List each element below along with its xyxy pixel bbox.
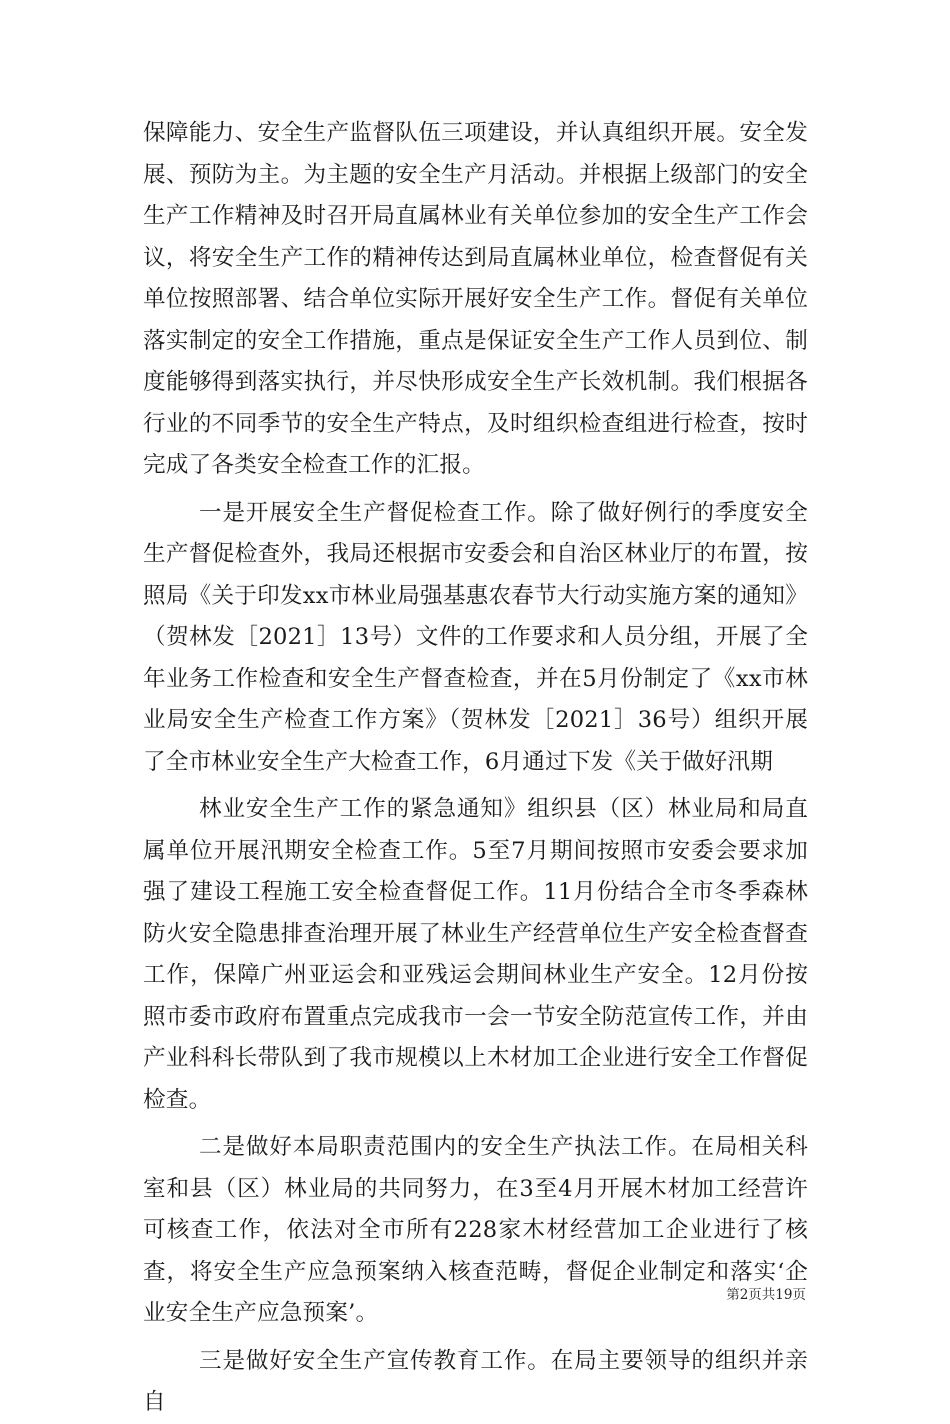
document-body [143, 113, 808, 1424]
page-number: 第2页共19页 [726, 1287, 806, 1303]
paragraph-flood-season: 林业安全生产工作的紧急通知》组织县（区）林业局和局直属单位开展汛期安全检查工作。5至7月期间按照市安委会要求加强了建设工程施工安全检查督促工作。11月份结合全市冬季森林防火安全隐患排查治理开展了林业生产经营单位生产安全检查督查工作，保障广州亚运会和亚残运会期间林业生产安全。12月份按照市委市政府布置重点完成我市一会一节安全防范宣传工作，并由产业科科长带队到了我市规模以上木材加工企业进行安全工作督促检查。 [143, 796, 808, 1113]
paragraph-law-enforcement: 二是做好本局职责范围内的安全生产执法工作。在局相关科室和县（区）林业局的共同努力，在3至4月开展木材加工经营许可核查工作，依法对全市所有228家木材经营加工企业进行了核查，将安全生产应急预案纳入核查范畴，督促企业制定和落实‘企业安全生产应急预案’。 [143, 1134, 808, 1326]
paragraph-publicity-education: 三是做好安全生产宣传教育工作。在局主要领导的组织并亲自 [143, 1347, 808, 1415]
paragraph-inspection-work: 一是开展安全生产督促检查工作。除了做好例行的季度安全生产督促检查外，我局还根据市安委会和自治区林业厅的布置，按照局《关于印发xx市林业局强基惠农春节大行动实施方案的通知》（贺林发［2021］13号）文件的工作要求和人员分组，开展了全年业务工作检查和安全生产督查检查，并在5月份制定了《xx市林业局安全生产检查工作方案》（贺林发［2021］36号）组织开展了全市林业安全生产大检查工作，6月通过下发《关于做好汛期 [143, 499, 808, 775]
paragraph-continuation: 保障能力、安全生产监督队伍三项建设，并认真组织开展。安全发展、预防为主。为主题的安全生产月活动。并根据上级部门的安全生产工作精神及时召开局直属林业有关单位参加的安全生产工作会议，将安全生产工作的精神传达到局直属林业单位，检查督促有关单位按照部署、结合单位实际开展好安全生产工作。督促有关单位落实制定的安全工作措施，重点是保证安全生产工作人员到位、制度能够得到落实执行，并尽快形成安全生产长效机制。我们根据各行业的不同季节的安全生产特点，及时组织检查组进行检查，按时完成了各类安全检查工作的汇报。 [143, 120, 808, 478]
